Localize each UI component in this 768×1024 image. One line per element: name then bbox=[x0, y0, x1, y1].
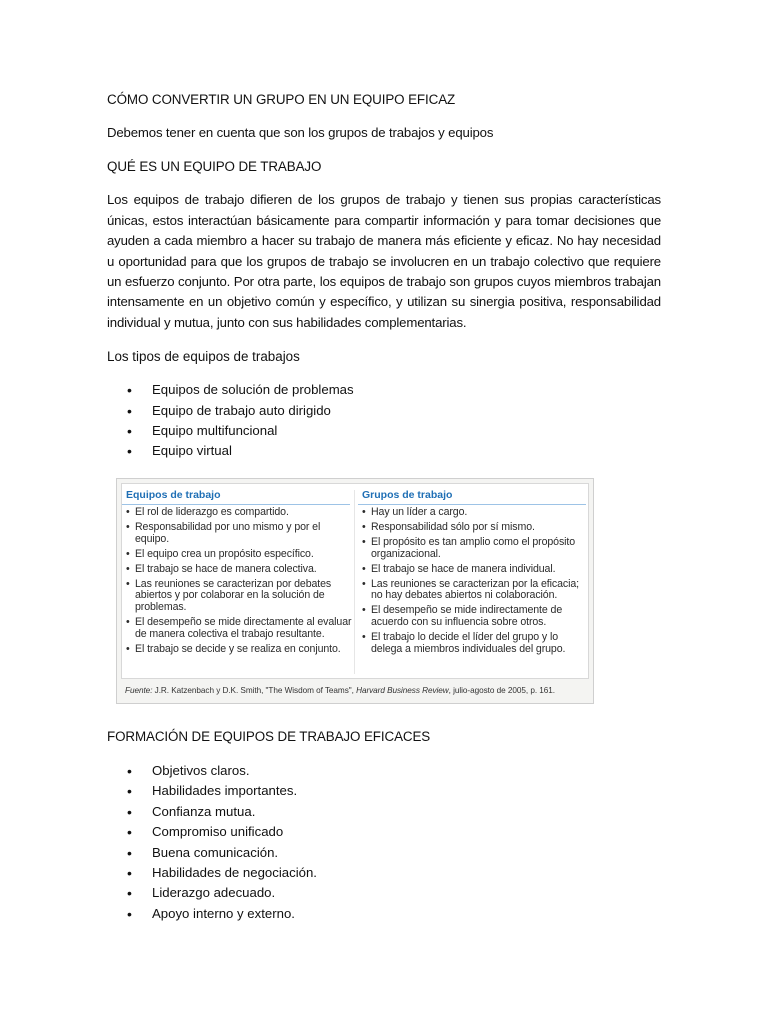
teams-column bbox=[122, 484, 354, 659]
comparison-table-figure bbox=[116, 478, 594, 704]
list-item: • Habilidades importantes. bbox=[107, 781, 661, 801]
bullet-icon: • bbox=[127, 824, 132, 841]
bullet-icon: • bbox=[362, 535, 366, 548]
table-item: • Responsabilidad sólo por sí mismo. bbox=[362, 520, 535, 533]
list-item: • Equipo multifuncional bbox=[107, 421, 661, 441]
teams-list bbox=[122, 505, 354, 656]
groups-list bbox=[358, 505, 590, 656]
bullet-icon: • bbox=[362, 562, 366, 575]
bullet-icon: • bbox=[127, 423, 132, 440]
intro-paragraph: Debemos tener en cuenta que son los grupos de trabajos y equipos bbox=[107, 125, 494, 140]
table-item: • El desempeño se mide indirectamente de acuerdo con su influencia sobre otros. bbox=[362, 604, 563, 629]
bullet-icon: • bbox=[127, 783, 132, 800]
list-item: • Buena comunicación. bbox=[107, 843, 661, 863]
list-item: • Equipo de trabajo auto dirigido bbox=[107, 401, 661, 421]
bullet-icon: • bbox=[126, 547, 130, 560]
bullet-icon: • bbox=[127, 443, 132, 460]
section-heading-effective-teams: FORMACIÓN DE EQUIPOS DE TRABAJO EFICACES bbox=[107, 729, 431, 744]
bullet-icon: • bbox=[127, 865, 132, 882]
bullet-icon: • bbox=[127, 402, 132, 419]
types-list bbox=[107, 380, 661, 462]
team-definition-paragraph: Los equipos de trabajo difieren de los grupos de trabajo y tienen sus propias características únicas, estos interactúan básicamente para compartir información y para tomar decisiones que ayuden a cada miembro a hacer su trabajo de manera más eficiente y eficaz. No hay necesidad u oportunidad para que los grupos de trabajo se involucren en un trabajo colectivo que requiere un esfuerzo conjunto. Por otra parte, los equipos de trabajo son grupos cuyos miembros trabajan intensamente en un objetivo común y específico, y utilizan su sinergia positiva, responsabilidad individual y mutua, junto con sus habilidades complementarias. bbox=[107, 192, 661, 330]
teams-column-title: Equipos de trabajo bbox=[122, 484, 350, 505]
table-item: • Responsabilidad por uno mismo y por el equipo. bbox=[126, 520, 321, 545]
bullet-icon: • bbox=[126, 643, 130, 656]
table-item: • El rol de liderazgo es compartido. bbox=[126, 506, 289, 518]
column-divider bbox=[354, 490, 355, 674]
document-body bbox=[107, 90, 661, 462]
bullet-icon: • bbox=[362, 631, 366, 644]
list-item: • Equipos de solución de problemas bbox=[107, 380, 661, 400]
groups-column-title: Grupos de trabajo bbox=[358, 484, 586, 505]
bullet-icon: • bbox=[127, 763, 132, 779]
source-label: Fuente: bbox=[125, 686, 153, 695]
table-item: • El trabajo se decide y se realiza en conjunto. bbox=[126, 643, 341, 656]
comparison-table bbox=[121, 483, 589, 679]
bullet-icon: • bbox=[126, 562, 130, 575]
source-authors: J.R. Katzenbach y D.K. Smith, "The Wisdom of Teams", bbox=[154, 686, 354, 695]
bullet-icon: • bbox=[126, 506, 130, 518]
list-item: • Objetivos claros. bbox=[107, 761, 661, 781]
list-item: • Habilidades de negociación. bbox=[107, 863, 661, 883]
bullet-icon: • bbox=[362, 506, 366, 518]
bullet-icon: • bbox=[127, 382, 132, 399]
bullet-icon: • bbox=[126, 520, 130, 533]
types-heading: Los tipos de equipos de trabajos bbox=[107, 349, 300, 365]
table-item: • Las reuniones se caracterizan por debates abiertos y por colaborar en la solución de problemas. bbox=[126, 577, 332, 614]
bullet-icon: • bbox=[126, 616, 130, 629]
source-details: , julio-agosto de 2005, p. 161. bbox=[448, 686, 556, 695]
list-item: • Apoyo interno y externo. bbox=[107, 904, 661, 924]
bullet-icon: • bbox=[126, 577, 130, 590]
table-item: • El trabajo se hace de manera individual. bbox=[362, 562, 556, 575]
bullet-icon: • bbox=[127, 905, 132, 922]
figure-source-caption bbox=[125, 686, 555, 695]
effective-teams-list bbox=[107, 761, 661, 924]
table-item: • El desempeño se mide directamente al evaluar de manera colectiva el trabajo resultante. bbox=[126, 616, 352, 641]
bullet-icon: • bbox=[362, 577, 366, 590]
bullet-icon: • bbox=[127, 844, 132, 861]
list-item: • Equipo virtual bbox=[107, 441, 661, 461]
bullet-icon: • bbox=[127, 885, 132, 902]
effective-teams-section bbox=[107, 727, 661, 924]
table-item: • Las reuniones se caracterizan por la eficacia; no hay debates abiertos ni colaboración. bbox=[362, 577, 579, 602]
table-item: • El trabajo lo decide el líder del grupo y lo delega a miembros individuales del grupo. bbox=[362, 631, 566, 656]
document-title: CÓMO CONVERTIR UN GRUPO EN UN EQUIPO EFICAZ bbox=[107, 92, 456, 107]
source-journal: Harvard Business Review bbox=[356, 686, 449, 695]
section-heading-what-is-team: QUÉ ES UN EQUIPO DE TRABAJO bbox=[107, 159, 322, 175]
bullet-icon: • bbox=[362, 604, 366, 617]
bullet-icon: • bbox=[362, 520, 366, 533]
bullet-icon: • bbox=[127, 803, 132, 820]
list-item: • Liderazgo adecuado. bbox=[107, 883, 661, 903]
table-item: • El equipo crea un propósito específico. bbox=[126, 547, 314, 560]
table-item: • El trabajo se hace de manera colectiva. bbox=[126, 562, 317, 575]
table-item: • Hay un líder a cargo. bbox=[362, 506, 468, 518]
list-item: • Compromiso unificado bbox=[107, 822, 661, 842]
table-item: • El propósito es tan amplio como el propósito organizacional. bbox=[362, 535, 576, 560]
groups-column bbox=[358, 484, 590, 659]
list-item: • Confianza mutua. bbox=[107, 802, 661, 822]
